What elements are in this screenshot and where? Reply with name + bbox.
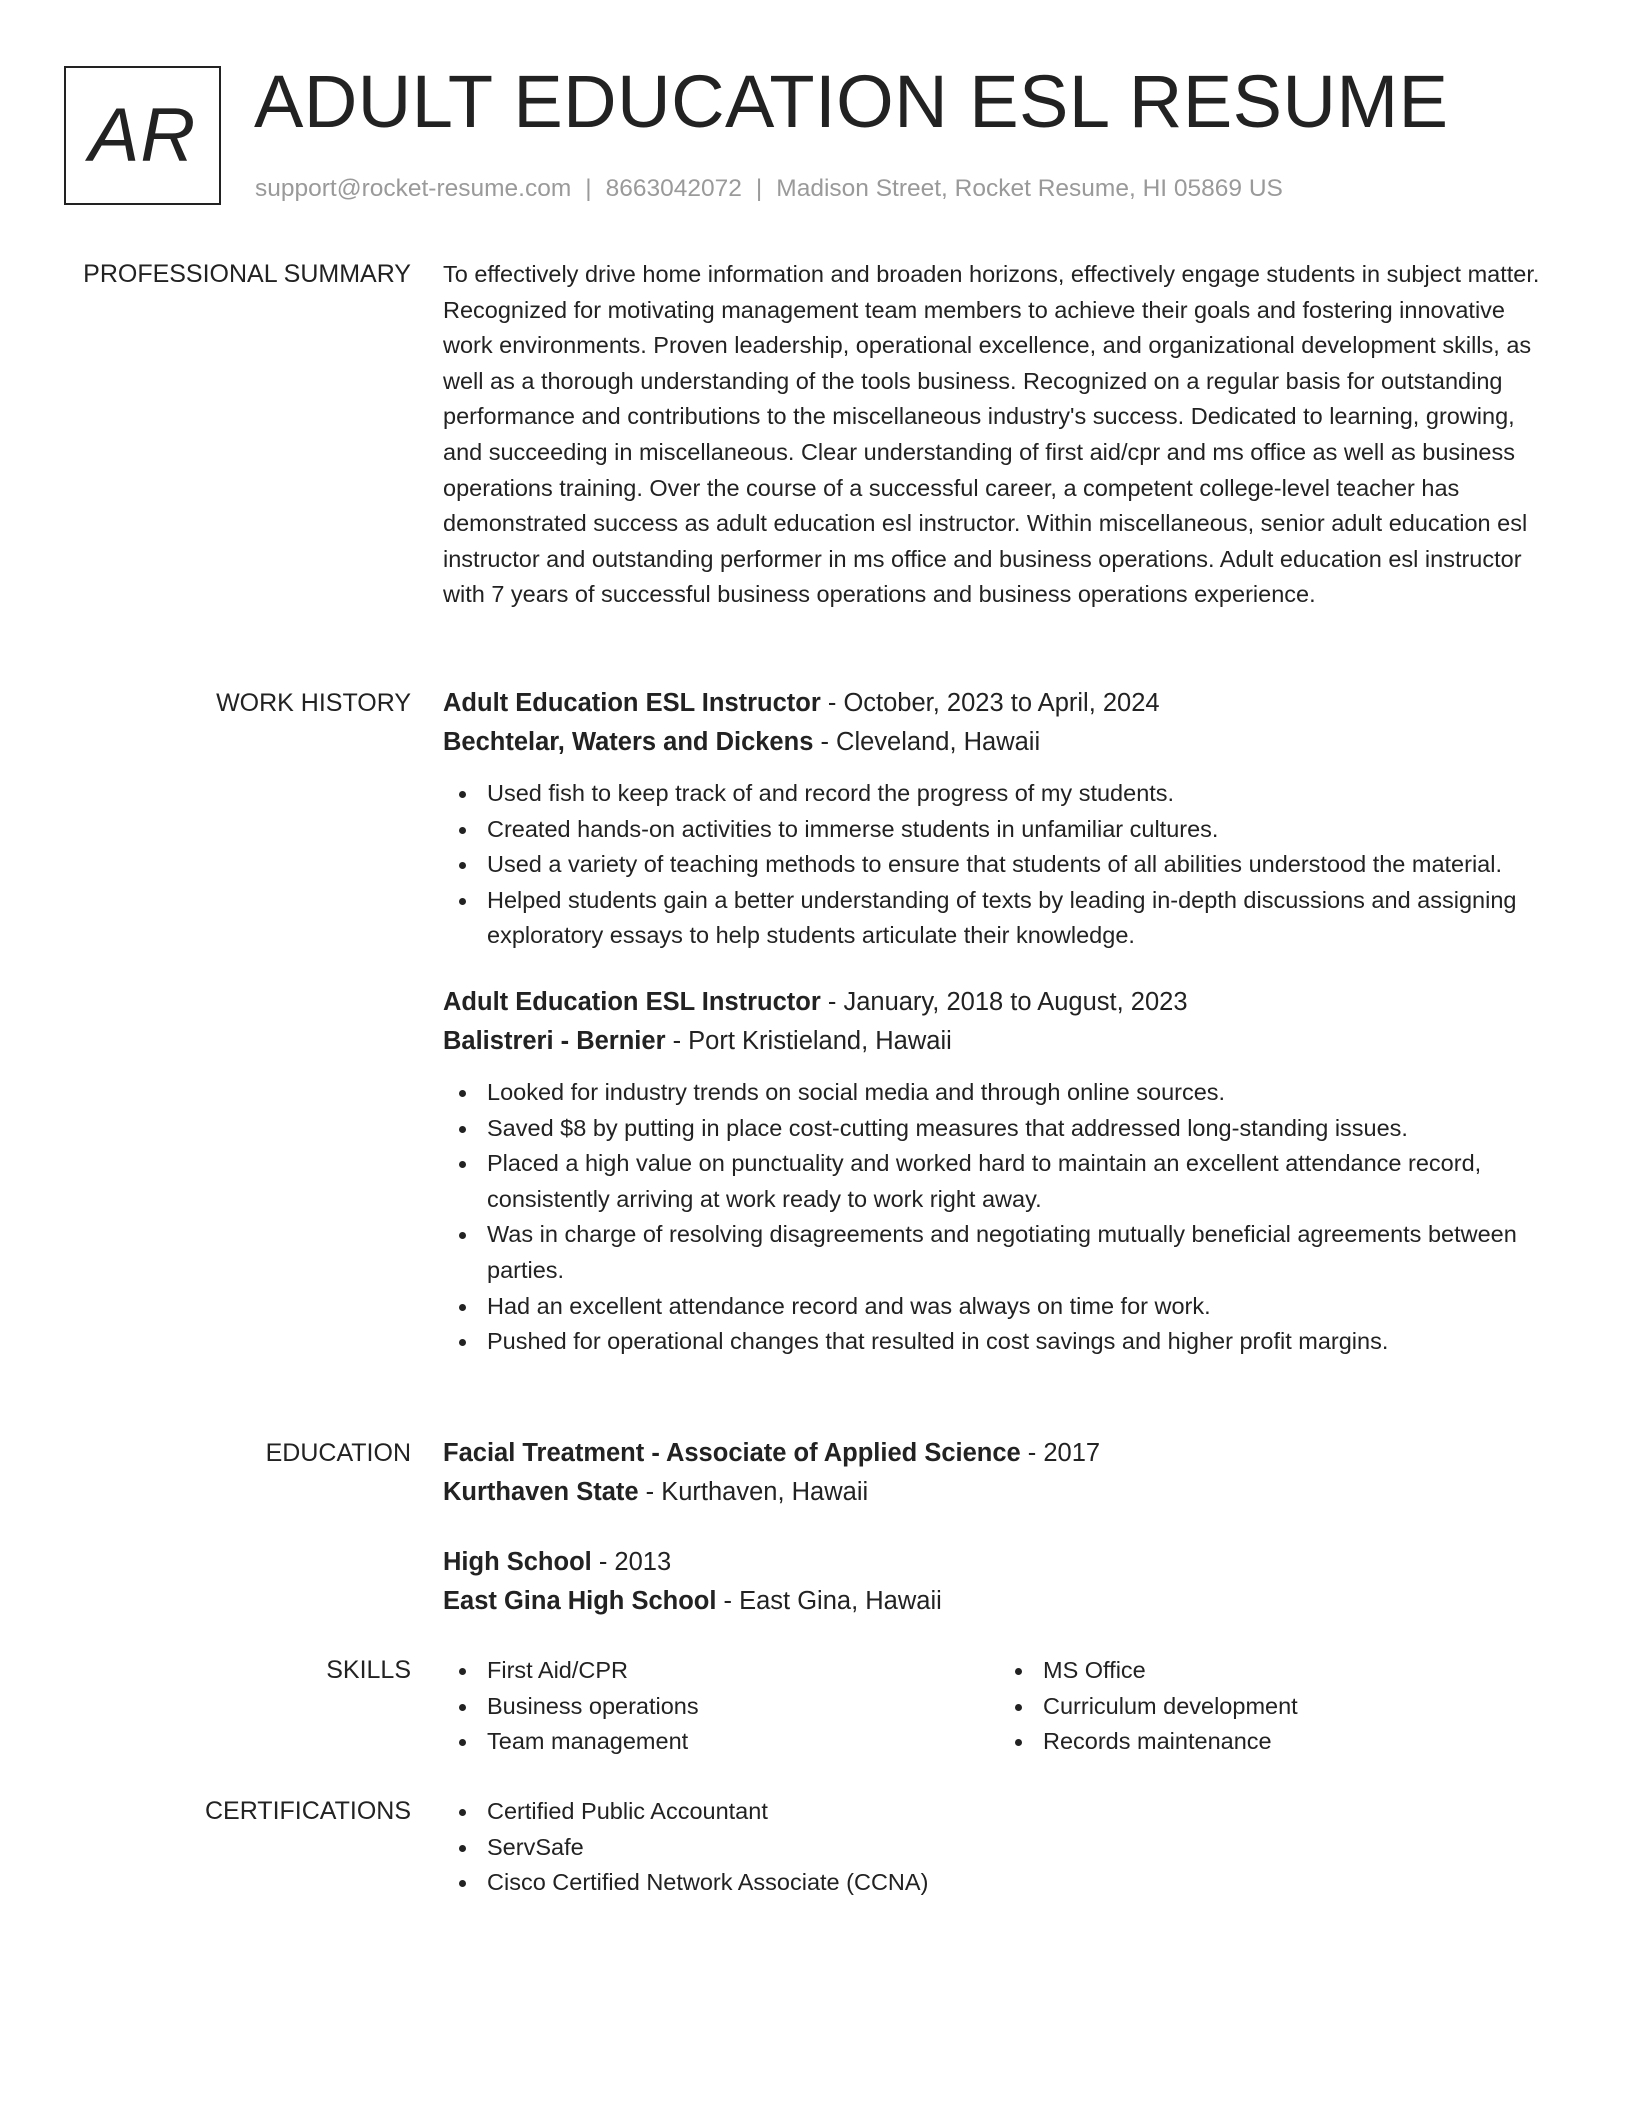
- job-bullet-list: [443, 776, 1555, 954]
- section-label-work-history: WORK HISTORY: [216, 689, 411, 717]
- section-label-summary: PROFESSIONAL SUMMARY: [83, 260, 411, 288]
- section-label-certifications: CERTIFICATIONS: [204, 1797, 411, 1825]
- skill-item: Team management: [487, 1724, 999, 1760]
- certification-item: Certified Public Accountant: [487, 1794, 1555, 1830]
- contact-address: Madison Street, Rocket Resume, HI 05869 US: [776, 175, 1283, 202]
- certifications-list: [443, 1794, 1555, 1901]
- education-year: - 2017: [1020, 1439, 1101, 1467]
- job-bullet: Helped students gain a better understanding of texts by leading in-depth discussions and assigning exploratory essays to help students articulate their knowledge.: [487, 883, 1555, 954]
- job-bullet: Looked for industry trends on social media and through online sources.: [487, 1075, 1555, 1111]
- education-degree-line: [443, 1543, 1555, 1582]
- education-degree-line: [443, 1434, 1555, 1473]
- job-entry: [443, 684, 1555, 954]
- certification-item: ServSafe: [487, 1830, 1555, 1866]
- skills-list-right: [999, 1653, 1555, 1760]
- contact-email: support@rocket-resume.com: [255, 175, 572, 202]
- skill-item: Business operations: [487, 1689, 999, 1725]
- skill-item: Curriculum development: [1043, 1689, 1555, 1725]
- job-bullet: Used a variety of teaching methods to ensure that students of all abilities understood the material.: [487, 847, 1555, 883]
- job-title: Adult Education ESL Instructor: [443, 987, 821, 1016]
- contact-line: [255, 172, 1283, 206]
- job-company-line: [443, 723, 1555, 762]
- job-bullet: Saved $8 by putting in place cost-cutting measures that addressed long-standing issues.: [487, 1111, 1555, 1147]
- education-school-line: [443, 1582, 1555, 1621]
- job-title-line: [443, 684, 1555, 723]
- job-bullet-list: [443, 1075, 1555, 1360]
- job-location: - Cleveland, Hawaii: [813, 728, 1041, 756]
- contact-separator: |: [755, 175, 763, 202]
- job-dates: - October, 2023 to April, 2024: [820, 689, 1160, 717]
- summary-text: To effectively drive home information and broaden horizons, effectively engage students in subject matter. Recognized for motivating management team members to achieve their goals and fostering innovative work environments. Proven leadership, operational excellence, and organizational development skills, as well as a thorough understanding of the tools business. Recognized on a regular basis for outstanding performance and contributions to the miscellaneous industry's success. Dedicated to learning, growing, and succeeding in miscellaneous. Clear understanding of first aid/cpr and ms office as well as business operations training. Over the course of a successful career, a competent college-level teacher has demonstrated success as adult education esl instructor. Within miscellaneous, senior adult education esl instructor and outstanding performer in ms office and business operations. Adult education esl instructor with 7 years of successful business operations and business operations experience.: [443, 261, 1540, 608]
- job-title-line: [443, 983, 1555, 1022]
- job-dates: - January, 2018 to August, 2023: [820, 987, 1188, 1016]
- job-bullet: Pushed for operational changes that resulted in cost savings and higher profit margins.: [487, 1324, 1555, 1360]
- section-label-skills: SKILLS: [326, 1656, 411, 1684]
- education-school-line: [443, 1473, 1555, 1512]
- job-bullet: Used fish to keep track of and record the progress of my students.: [487, 776, 1555, 812]
- skills-body: [443, 1653, 1555, 1760]
- skills-columns: [443, 1653, 1555, 1760]
- resume-title: ADULT EDUCATION ESL RESUME: [254, 60, 1449, 143]
- job-bullet: Had an excellent attendance record and was always on time for work.: [487, 1289, 1555, 1325]
- education-body: [443, 1434, 1555, 1621]
- education-entry: [443, 1543, 1555, 1621]
- education-degree: High School: [443, 1548, 592, 1576]
- monogram-badge: AR: [64, 66, 221, 205]
- education-school: East Gina High School: [443, 1587, 717, 1615]
- education-location: - East Gina, Hawaii: [716, 1587, 942, 1615]
- work-history-body: [443, 684, 1555, 1360]
- job-company: Bechtelar, Waters and Dickens: [443, 728, 814, 756]
- skill-item: Records maintenance: [1043, 1724, 1555, 1760]
- education-school: Kurthaven State: [443, 1478, 639, 1506]
- certification-item: Cisco Certified Network Associate (CCNA): [487, 1865, 1555, 1901]
- education-year: - 2013: [591, 1548, 672, 1576]
- certifications-body: [443, 1794, 1555, 1901]
- section-label-education: EDUCATION: [265, 1439, 411, 1467]
- contact-separator: |: [585, 175, 592, 202]
- job-entry: [443, 983, 1555, 1360]
- summary-body: [443, 257, 1555, 613]
- job-company: Balistreri - Bernier: [443, 1026, 666, 1055]
- contact-phone: 8663042072: [605, 175, 742, 202]
- job-company-line: [443, 1022, 1555, 1061]
- job-title: Adult Education ESL Instructor: [443, 689, 821, 717]
- skills-list-left: [443, 1653, 999, 1760]
- education-degree: Facial Treatment - Associate of Applied Science: [443, 1439, 1021, 1467]
- job-bullet: Placed a high value on punctuality and worked hard to maintain an excellent attendance record, consistently arriving at work ready to work right away.: [487, 1146, 1555, 1217]
- skill-item: First Aid/CPR: [487, 1653, 999, 1689]
- education-entry: [443, 1434, 1555, 1512]
- education-location: - Kurthaven, Hawaii: [638, 1478, 869, 1506]
- skill-item: MS Office: [1043, 1653, 1555, 1689]
- job-location: - Port Kristieland, Hawaii: [665, 1026, 952, 1055]
- job-bullet: Was in charge of resolving disagreements and negotiating mutually beneficial agreements between parties.: [487, 1217, 1555, 1288]
- job-bullet: Created hands-on activities to immerse students in unfamiliar cultures.: [487, 812, 1555, 848]
